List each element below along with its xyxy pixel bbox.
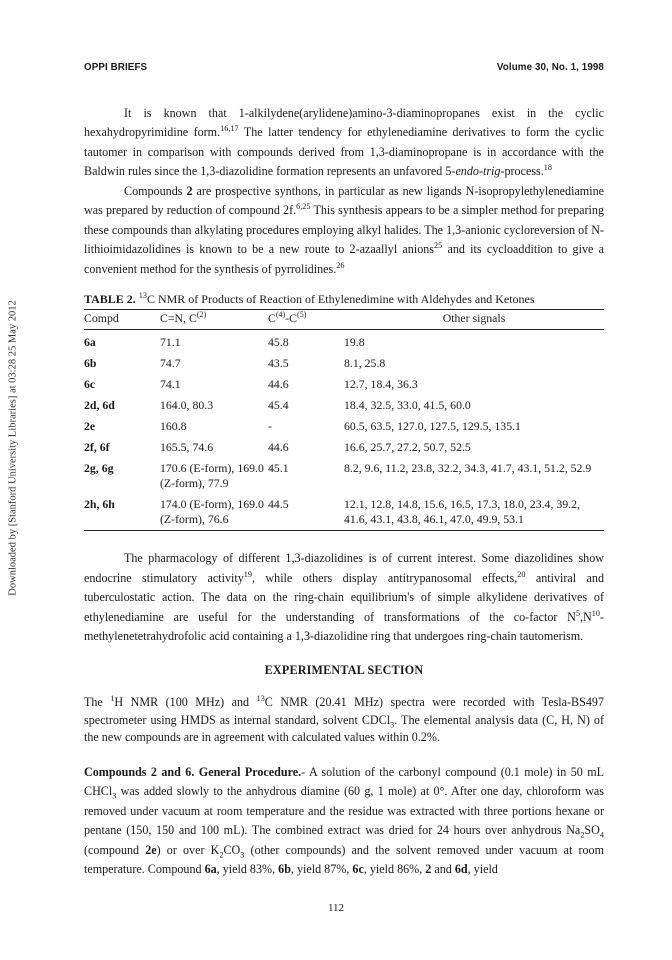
subscript: 3 — [112, 791, 117, 801]
cell-cn: 74.7 — [160, 356, 181, 370]
text-run: and its cycloaddition to give a convenient method for the synthesis of pyrrolidines. — [84, 242, 604, 276]
paragraph-pharmacology — [84, 549, 604, 647]
cell-other: 8.2, 9.6, 11.2, 23.8, 32.2, 34.3, 41.7, 43.1, 51.2, 52.9 — [344, 461, 592, 475]
header-c4c5 — [268, 310, 344, 330]
page-number: 112 — [327, 902, 345, 914]
cell-compd: 2h, 6h — [84, 492, 160, 531]
table-caption — [84, 291, 604, 307]
cell-c4: 45.4 — [268, 398, 289, 412]
text-run: (other compounds) and the solvent removed under vacuum at room temperature. Compound — [84, 842, 604, 876]
citation-ref: 20 — [517, 569, 526, 579]
text-run: - A solution of the carbonyl compound (0.1 mole) in 50 mL CHCl — [84, 764, 605, 798]
table-row — [84, 435, 604, 456]
cell-other: 18.4, 32.5, 33.0, 41.5, 60.0 — [344, 398, 471, 412]
nmr-table — [84, 309, 604, 531]
cell-cn: 74.1 — [160, 377, 181, 391]
text-run: This synthesis appears to be a simpler method for preparing these compounds than alkylating procedures employing alkyl halides. The 1,3-anionic cycloreversion of N-lithioimidazolidines is known to be a new route to 2-azaallyl anions — [84, 203, 604, 256]
paragraph-hexahydropyrimidine — [84, 104, 604, 182]
cell-c4: - — [268, 419, 272, 433]
cell-c4: 44.5 — [268, 492, 344, 531]
cell-cn: 165.5, 74.6 — [160, 440, 214, 454]
compound-ref: 2 — [425, 862, 432, 876]
table-row — [84, 492, 604, 531]
text-run: -process. — [500, 164, 544, 178]
cell-other: 60.5, 63.5, 127.0, 127.5, 129.5, 135.1 — [344, 419, 521, 433]
text-run: . The elemental analysis data (C, H, N) of the new compounds are in agreement with calculated values within 0.2%. — [84, 712, 604, 744]
cell-cn: 71.1 — [160, 335, 181, 349]
procedure-heading: Compounds 2 and 6. General Procedure. — [84, 764, 302, 779]
header-cn-text: C=N, C — [160, 311, 197, 325]
text-run: and — [431, 862, 455, 876]
page-content — [84, 58, 604, 880]
text-run: H NMR (100 MHz) and — [114, 695, 257, 709]
download-watermark — [4, 288, 22, 608]
citation-ref: 19 — [243, 569, 253, 579]
text-run: It is known that 1-alkilydene(arylidene)amino-3-diaminopropanes exist in the cyclic hexahydropyrimidine form. — [84, 105, 604, 139]
text-run: The latter tendency for ethylenediamine derivatives to form the cyclic tautomer in comparison with compounds derived from 1,3-diaminopropane is in accordance with the Baldwin rules since the 1,3-diazolidine formation represents an unfavored 5- — [84, 125, 605, 178]
download-watermark-text: Downloaded by [Stanford University Libraries] at 03:28 25 May 2012 — [7, 300, 19, 596]
table-row — [84, 456, 604, 492]
compound-ref: 6d — [454, 862, 468, 876]
volume-info: Volume 30, No. 1, 1998 — [496, 62, 604, 73]
cell-c4: 45.8 — [268, 335, 289, 349]
table-header-row — [84, 310, 604, 330]
text-run: , yield — [467, 862, 498, 876]
table-row — [84, 393, 604, 414]
text-run: Compounds — [124, 183, 187, 198]
cell-compd: 2e — [84, 419, 96, 433]
table-label: TABLE 2. — [84, 292, 136, 306]
text-run: The — [84, 695, 111, 709]
table-row — [84, 351, 604, 372]
table-row — [84, 372, 604, 393]
subscript: 2 — [580, 830, 585, 840]
header-cn-sup: (2) — [196, 310, 207, 320]
italic-term: endo-trig — [455, 164, 501, 178]
compound-ref: 2e — [145, 842, 157, 857]
citation-ref: 26 — [336, 260, 345, 270]
header-c4-sup: (4) — [275, 310, 286, 320]
table-row — [84, 330, 604, 352]
text-run: The pharmacology of different 1,3-diazolidines is of current interest. Some diazolidines show endocrine stimulatory activity — [84, 551, 604, 585]
cell-compd: 2d, 6d — [84, 398, 115, 412]
citation-ref: 18 — [543, 162, 552, 172]
compound-ref: 2 — [186, 183, 193, 198]
superscript: 5 — [575, 608, 580, 618]
table-row — [84, 414, 604, 435]
subscript: 2 — [219, 849, 224, 859]
citation-ref: 25 — [434, 240, 443, 250]
text-run: , yield 87%, — [290, 862, 353, 876]
citation-ref: 6,25 — [296, 201, 311, 211]
cell-compd: 2g, 6g — [84, 461, 114, 475]
compound-ref: 6a — [204, 862, 217, 876]
cell-cn: 160.8 — [160, 419, 187, 433]
cell-cn: 174.0 (E-form), 169.0 (Z-form), 76.6 — [160, 492, 268, 531]
text-run: CO — [223, 842, 241, 857]
cell-c4: 43.5 — [268, 356, 289, 370]
cell-other: 12.7, 18.4, 36.3 — [344, 377, 418, 391]
text-run: (compound — [84, 842, 146, 857]
cell-c4: 44.6 — [268, 440, 289, 454]
superscript: 1 — [110, 693, 115, 703]
paragraph-nmr-methods — [84, 694, 604, 747]
text-run: are prospective synthons, in particular as new ligands N-isopropylethylenediamine was prepared by reduction of compound 2f. — [84, 183, 604, 217]
header-other: Other signals — [344, 310, 604, 330]
header-compd: Compd — [84, 310, 160, 330]
subscript: 3 — [390, 719, 395, 729]
text-run: -methylenetetrahydrofolic acid containing a 1,3-diazolidine ring that undergoes ring-chain tautomerism. — [84, 609, 604, 643]
table-caption-text: C NMR of Products of Reaction of Ethylenedimine with Aldehydes and Ketones — [146, 292, 535, 306]
text-run: ) or over K — [156, 842, 220, 857]
text-run: , yield 86%, — [363, 862, 426, 876]
cell-compd: 6a — [84, 335, 96, 349]
cell-cn: 164.0, 80.3 — [160, 398, 214, 412]
text-run: , yield 83%, — [216, 862, 279, 876]
cell-cn: 170.6 (E-form), 169.0 (Z-form), 77.9 — [160, 461, 264, 490]
cell-other: 16.6, 25.7, 27.2, 50.7, 52.5 — [344, 440, 471, 454]
paragraph-general-procedure — [84, 763, 604, 880]
compound-ref: 6c — [352, 862, 364, 876]
text-run: ,N — [579, 609, 592, 624]
isotope-sup: 13 — [138, 291, 147, 300]
header-c5-text: -C — [285, 311, 298, 325]
text-run: C NMR (20.41 MHz) spectra were recorded with Tesla-BS497 spectrometer using HMDS as internal standard, solvent CDCl — [84, 695, 604, 727]
cell-other: 19.8 — [344, 335, 365, 349]
journal-name: OPPI BRIEFS — [84, 62, 148, 73]
text-run: antiviral and tuberculostatic action. The data on the ring-chain equilibrium's of simple alkylidene derivatives of ethylenediamine are useful for the understanding of transformations of the co-factor N — [84, 570, 604, 624]
cell-compd: 6c — [84, 377, 96, 391]
subscript: 4 — [599, 830, 604, 840]
superscript: 13 — [256, 693, 265, 703]
paragraph-synthons — [84, 182, 604, 280]
cell-compd: 6b — [84, 356, 97, 370]
text-run: , while others display antitrypanosomal effects, — [252, 570, 518, 585]
superscript: 10 — [591, 608, 600, 618]
header-cn — [160, 310, 268, 330]
subscript: 3 — [240, 849, 245, 859]
cell-c4: 45.1 — [268, 461, 289, 475]
citation-ref: 16,17 — [220, 123, 239, 133]
section-title: EXPERIMENTAL SECTION — [264, 662, 424, 677]
header-c5-sup: (5) — [297, 310, 307, 320]
running-header — [84, 58, 604, 78]
header-c4-text: C — [268, 311, 276, 325]
cell-other: 12.1, 12.8, 14.8, 15.6, 16.5, 17.3, 18.0, 23.4, 39.2, 41.6, 43.1, 43.8, 46.1, 47.0, 49.9, 53.1 — [344, 492, 604, 531]
text-run: SO — [584, 823, 600, 837]
cell-compd: 2f, 6f — [84, 440, 110, 454]
compound-ref: 6b — [278, 862, 291, 876]
cell-c4: 44.6 — [268, 377, 289, 391]
text-run: was added slowly to the anhydrous diamine (60 g, 1 mole) at 0°. After one day, chloroform was removed under vacuum at room temperature and the residue was extracted with three portions hexane or pentane (150, 150 and 100 mL). The combined extract was dried for 24 hours over anhydrous Na — [84, 784, 604, 837]
cell-other: 8.1, 25.8 — [344, 356, 386, 370]
